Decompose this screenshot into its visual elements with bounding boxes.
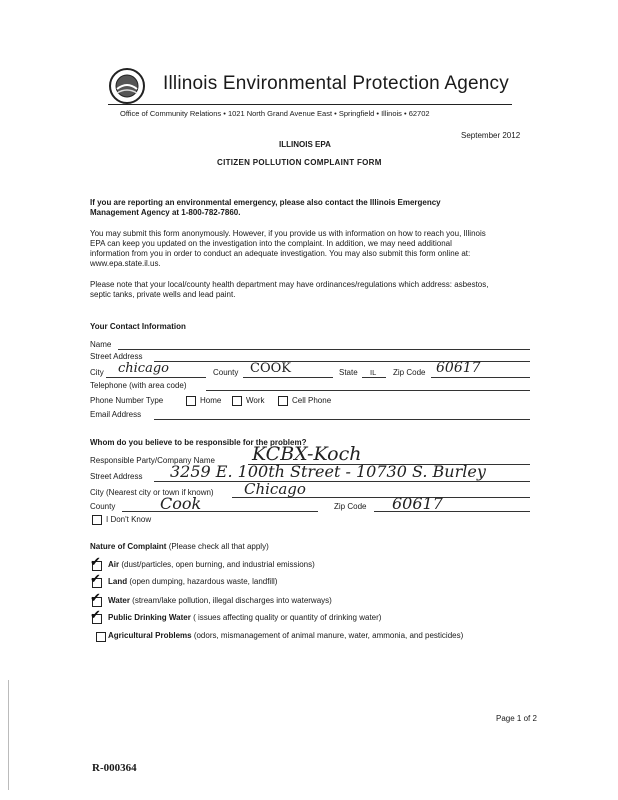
agency-seal-icon — [108, 67, 146, 105]
resp-city-field — [232, 497, 530, 498]
contact-city-label: City — [90, 368, 104, 377]
contact-zip-label: Zip Code — [393, 368, 426, 377]
land-label: Land — [108, 577, 128, 586]
air-desc: (dust/particles, open burning, and industrial emissions) — [121, 560, 315, 569]
dont-know-label: I Don't Know — [106, 515, 152, 524]
air-check-mark-icon: ✔ — [90, 555, 101, 570]
contact-name-field[interactable] — [118, 349, 530, 350]
emergency-notice: If you are reporting an environmental emergency, please also contact the Illinois Emergency Management Agency at 1-800-782-7860. — [90, 198, 441, 217]
contact-state-value[interactable]: IL — [370, 368, 377, 377]
resp-city-label: City (Nearest city or town if known) — [90, 488, 214, 497]
resp-county-field — [122, 511, 318, 512]
form-title: CITIZEN POLLUTION COMPLAINT FORM — [217, 158, 382, 167]
nature-heading-text: Nature of Complaint — [90, 542, 167, 551]
dont-know-checkbox[interactable] — [92, 515, 102, 525]
anon-line-1: You may submit this form anonymously. However, if you provide us with information on how to reach you, Illinois — [90, 229, 486, 238]
home-checkbox[interactable] — [186, 396, 196, 406]
land-check-mark-icon: ✔ — [90, 572, 101, 587]
form-date: September 2012 — [461, 131, 521, 140]
contact-city-field — [106, 377, 206, 378]
phone-type-label: Phone Number Type — [90, 396, 164, 405]
cell-checkbox[interactable] — [278, 396, 288, 406]
drinking-water-desc: ( issues affecting quality or quantity of drinking water) — [193, 613, 382, 622]
drinking-water-check-mark-icon: ✔ — [90, 608, 101, 623]
water-label: Water — [108, 596, 130, 605]
bates-number: R-000364 — [92, 762, 137, 774]
local-line-1: Please note that your local/county health department may have ordinances/regulations which address: asbestos, — [90, 280, 489, 289]
water-check-mark-icon: ✔ — [90, 591, 101, 606]
contact-zip-value[interactable]: 60617 — [436, 360, 481, 376]
water-desc: (stream/lake pollution, illegal discharges into waterways) — [132, 596, 332, 605]
resp-zip-label: Zip Code — [334, 502, 367, 511]
anon-line-4: www.epa.state.il.us. — [90, 259, 161, 268]
work-label: Work — [246, 396, 265, 405]
local-line-2: septic tanks, private wells and lead paint. — [90, 290, 236, 299]
agricultural-label: Agricultural Problems — [108, 631, 192, 640]
anon-line-2: EPA can keep you updated on the investigation into the complaint. In addition, we may need additional — [90, 239, 452, 248]
contact-county-field — [243, 377, 333, 378]
resp-zip-value[interactable]: 60617 — [392, 494, 443, 513]
contact-zip-field — [431, 377, 530, 378]
contact-state-label: State — [339, 368, 358, 377]
form-org: ILLINOIS EPA — [279, 140, 331, 149]
home-label: Home — [200, 396, 222, 405]
party-label: Responsible Party/Company Name — [90, 456, 215, 465]
resp-zip-field — [374, 511, 530, 512]
contact-county-label: County — [213, 368, 239, 377]
agricultural-desc: (odors, mismanagement of animal manure, water, ammonia, and pesticides) — [193, 631, 464, 640]
resp-street-field — [154, 481, 530, 482]
nature-heading-note: (Please check all that apply) — [168, 542, 269, 551]
air-label: Air — [108, 560, 120, 569]
resp-county-label: County — [90, 502, 116, 511]
contact-street-label: Street Address — [90, 352, 143, 361]
resp-city-value[interactable]: Chicago — [244, 480, 306, 498]
page-number: Page 1 of 2 — [496, 714, 537, 723]
contact-heading: Your Contact Information — [90, 322, 186, 331]
drinking-water-label: Public Drinking Water — [108, 613, 191, 622]
email-label: Email Address — [90, 410, 142, 419]
contact-name-label: Name — [90, 340, 112, 349]
resp-street-value[interactable]: 3259 E. 100th Street - 10730 S. Burley — [170, 462, 486, 481]
contact-county-value[interactable]: COOK — [250, 361, 291, 376]
party-value[interactable]: KCBX-Koch — [252, 443, 362, 465]
nature-heading — [90, 542, 269, 552]
contact-tel-label: Telephone (with area code) — [90, 381, 187, 390]
email-field[interactable] — [154, 419, 530, 420]
anon-line-3: information from you in order to conduct an adequate investigation. You may also submit this form online at: — [90, 249, 471, 258]
agency-title: Illinois Environmental Protection Agency — [163, 73, 509, 94]
land-desc: (open dumping, hazardous waste, landfill) — [129, 577, 278, 586]
agricultural-checkbox[interactable] — [96, 632, 106, 642]
cell-label: Cell Phone — [292, 396, 332, 405]
contact-tel-field[interactable] — [206, 390, 530, 391]
contact-city-value[interactable]: chicago — [118, 361, 169, 376]
resp-street-label: Street Address — [90, 472, 143, 481]
responsible-heading: Whom do you believe to be responsible for the problem? — [90, 438, 307, 447]
work-checkbox[interactable] — [232, 396, 242, 406]
resp-county-value[interactable]: Cook — [160, 494, 202, 513]
scan-edge-mark — [8, 680, 9, 790]
header-rule — [108, 104, 512, 105]
contact-state-field — [362, 377, 386, 378]
agency-address: Office of Community Relations • 1021 North Grand Avenue East • Springfield • Illinois • 62702 — [120, 109, 430, 118]
